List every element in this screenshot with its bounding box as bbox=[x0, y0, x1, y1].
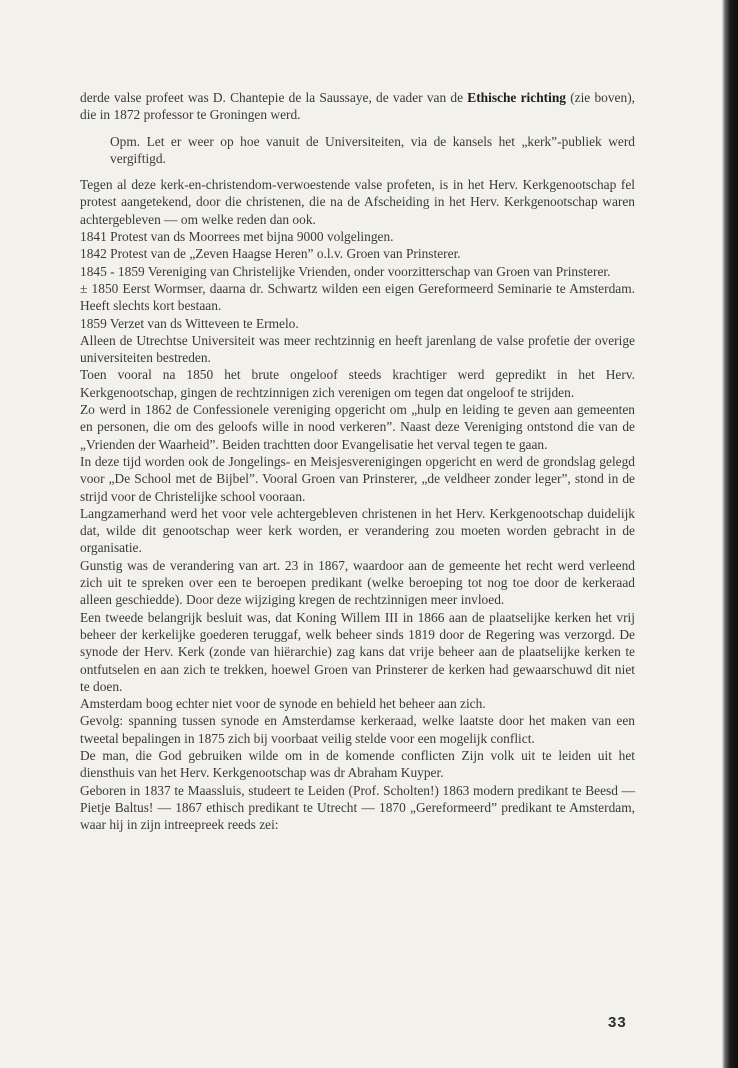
note-paragraph: Opm. Let er weer op hoe vanuit de Universiteiten, via de kansels het „kerk”-publiek werd vergiftigd. bbox=[110, 133, 635, 166]
paragraph: Tegen al deze kerk-en-christendom-verwoestende valse profeten, is in het Herv. Kerkgenootschap fel protest aangetekend, door die christenen, die na de Afscheiding in het Herv. Kerkgenootschap waren achtergebleven — om welke reden dan ook. bbox=[80, 177, 635, 227]
paragraph: Geboren in 1837 te Maassluis, studeert te Leiden (Prof. Scholten!) 1863 modern predikant te Beesd — Pietje Baltus! — 1867 ethisch predikant te Utrecht — 1870 „Gereformeerd” predikant te Amsterdam, waar hij in zijn intreepreek reeds zei: bbox=[80, 782, 635, 833]
page-edge-shadow bbox=[722, 0, 738, 1068]
paragraph: Langzamerhand werd het voor vele achtergebleven christenen in het Herv. Kerkgenootschap duidelijk dat, wilde dit genootschap weer kerk worden, er verandering zou moeten worden gebracht in de organisatie. bbox=[80, 505, 635, 556]
bold-term: Ethische richting bbox=[467, 90, 566, 105]
paragraph: derde valse profeet was D. Chantepie de la Saussaye, de vader van de Ethische richting (zie boven), die in 1872 professor te Groningen werd. bbox=[80, 90, 636, 123]
paragraph: 1845 - 1859 Vereniging van Christelijke Vrienden, onder voorzitterschap van Groen van Prinsterer. bbox=[80, 263, 611, 279]
paragraph: De man, die God gebruiken wilde om in de komende conflicten Zijn volk uit te leiden uit het diensthuis van het Herv. Kerkgenootschap was dr Abraham Kuyper. bbox=[80, 747, 635, 781]
paragraph: 1859 Verzet van ds Witteveen te Ermelo. bbox=[80, 315, 299, 331]
paragraph: ± 1850 Eerst Wormser, daarna dr. Schwartz wilden een eigen Gereformeerd Seminarie te Amsterdam. Heeft slechts kort bestaan. bbox=[80, 280, 635, 314]
paragraph: 1841 Protest van ds Moorrees met bijna 9000 volgelingen. bbox=[80, 229, 394, 245]
paragraph: Toen vooral na 1850 het brute ongeloof steeds krachtiger werd gepredikt in het Herv. Kerkgenootschap, gingen de rechtzinnigen zich verenigen om tegen dat ongeloof te strijden. bbox=[80, 367, 635, 400]
page-number: 33 bbox=[608, 1014, 627, 1031]
page-body bbox=[80, 89, 635, 833]
paragraph: Een tweede belangrijk besluit was, dat Koning Willem III in 1866 aan de plaatselijke kerken het vrij beheer der kerkelijke goederen teruggaf, welk beheer sinds 1819 door de Regering was verzorgd. De synode der Herv. Kerk (zonde van hiërarchie) zag kans dat vrije beheer aan de plaatselijke kerken te ontfutselen en aan zich te trekken, hoewel Groen van Prinsterer de kerken had gewaarschuwd dit niet te doen. bbox=[80, 609, 635, 694]
paragraph: In deze tijd worden ook de Jongelings- en Meisjesverenigingen opgericht en werd de grondslag gelegd voor „De School met de Bijbel”. Vooral Groen van Prinsterer, „de veldheer zonder leger”, stond in de strijd voor de Christelijke school vooraan. bbox=[80, 453, 635, 504]
paragraph: Gunstig was de verandering van art. 23 in 1867, waardoor aan de gemeente het recht werd verleend zich uit te spreken over een te beroepen predikant (welke beroeping tot nog toe door de kerkeraad alleen geschiedde). Door deze wijziging kregen de rechtzinnigen meer invloed. bbox=[80, 557, 635, 608]
paragraph: Gevolg: spanning tussen synode en Amsterdamse kerkeraad, welke laatste door het maken van een tweetal bepalingen in 1875 zich bij voorbaat veilig stelde voor een mogelijk conflict. bbox=[80, 713, 635, 746]
paragraph: Alleen de Utrechtse Universiteit was meer rechtzinnig en heeft jarenlang de valse profetie der overige universiteiten bestreden. bbox=[80, 332, 635, 366]
paragraph: Amsterdam boog echter niet voor de synode en behield het beheer aan zich. bbox=[80, 696, 486, 712]
paragraph: Zo werd in 1862 de Confessionele vereniging opgericht om „hulp en leiding te geven aan gemeenten en personen, die om des geloofs wille in nood verkeren”. Naast deze Vereniging ontstond die van de „Vrienden der Waarheid”. Beiden trachtten door Evangelisatie het verval tegen te gaan. bbox=[80, 402, 635, 452]
paragraph: 1842 Protest van de „Zeven Haagse Heren” o.l.v. Groen van Prinsterer. bbox=[80, 246, 461, 262]
